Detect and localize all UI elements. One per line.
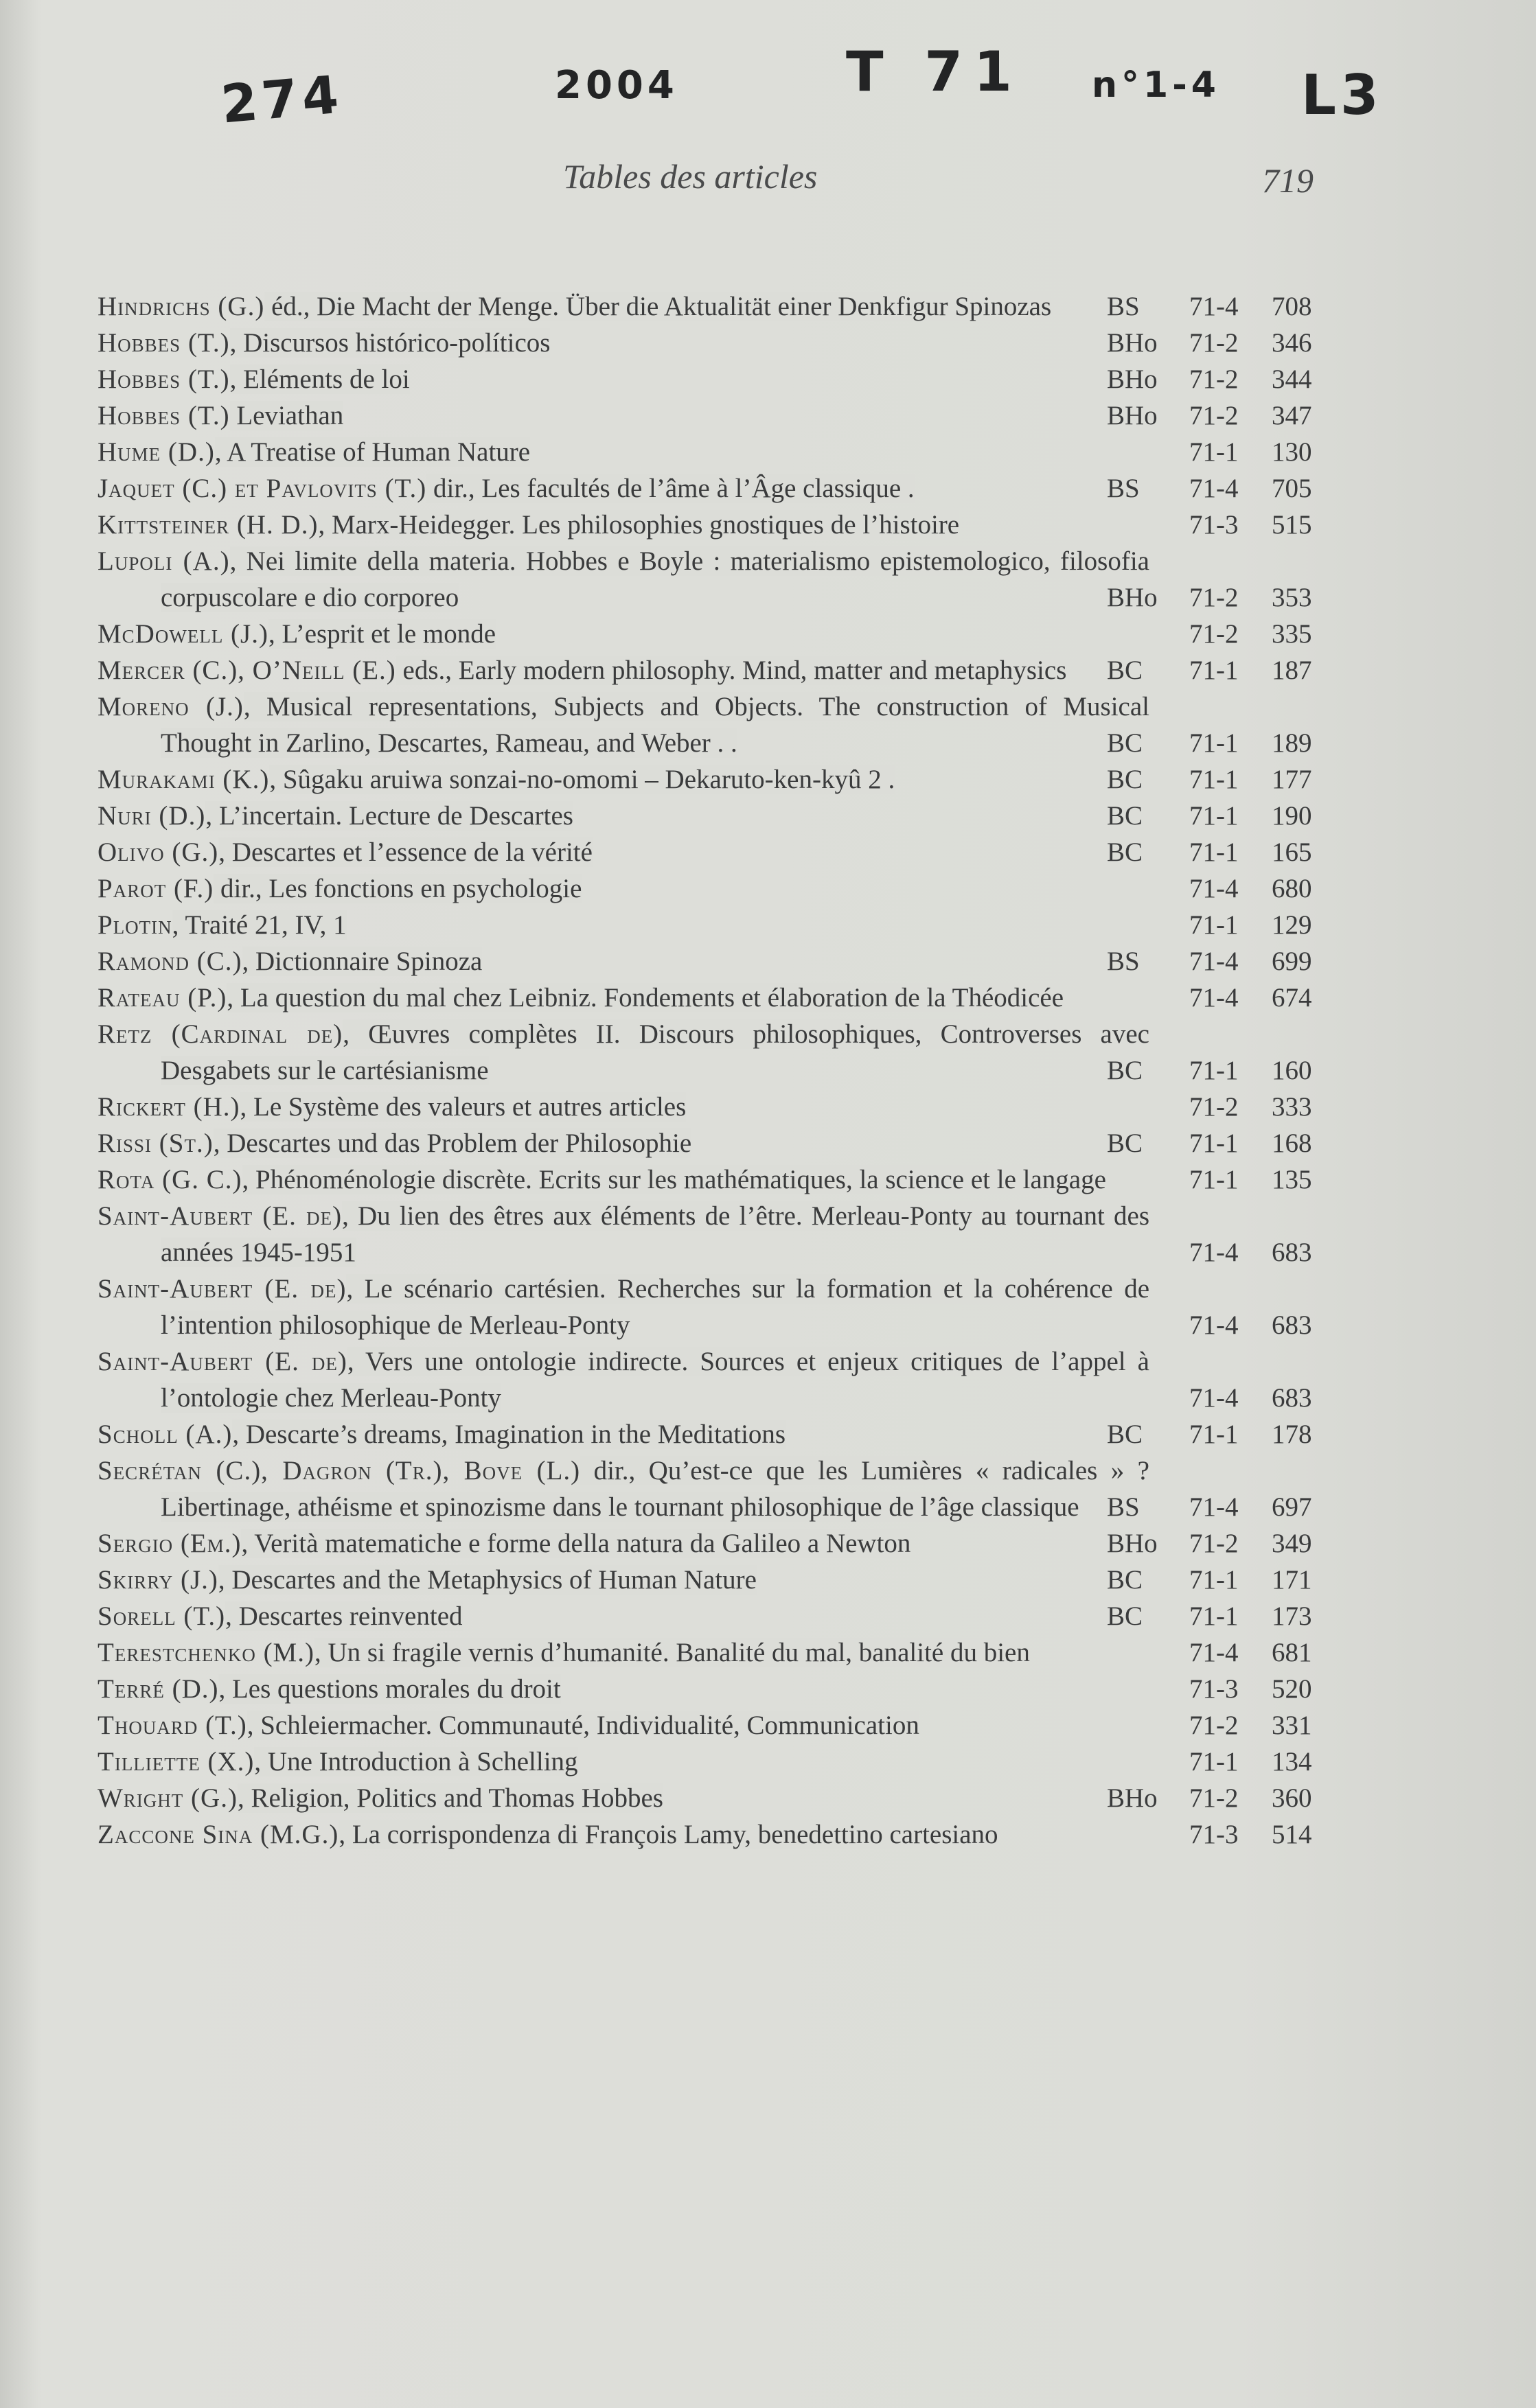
entry-issue: 71-4	[1189, 474, 1239, 503]
entry-citation	[98, 980, 1149, 1016]
entry-page: 360	[1272, 1783, 1312, 1813]
entry-issue: 71-4	[1189, 292, 1239, 321]
entry-review-code: BC	[1107, 1056, 1143, 1085]
entry-author: Parot (F.)	[98, 874, 214, 903]
entry-author: Sorell (T.)	[98, 1601, 226, 1631]
entry-page: 177	[1272, 765, 1312, 794]
entry-issue: 71-2	[1189, 328, 1239, 358]
entry-page: 346	[1272, 328, 1312, 358]
entry-citation	[98, 1271, 1149, 1343]
entry-author: Plotin	[98, 910, 172, 940]
entry-page: 347	[1272, 401, 1312, 430]
entry-author: Mercer (C.), O’Neill (E.)	[98, 656, 396, 685]
entry-citation	[98, 470, 1149, 507]
entry-author: Rota (G. C.)	[98, 1165, 242, 1194]
entry-title: , Un si fragile vernis d’humanité. Banalité du mal, banalité du bien	[314, 1638, 1030, 1667]
index-entry	[98, 1125, 1354, 1161]
entry-title: , Vers une ontologie indirecte. Sources et enjeux critiques de l’appel à l’ontologie chez Merleau-Ponty	[161, 1347, 1149, 1413]
entry-issue: 71-2	[1189, 364, 1239, 394]
entry-review-code: BS	[1107, 292, 1140, 321]
entry-title: , La corrispondenza di François Lamy, benedettino cartesiano	[339, 1820, 998, 1849]
entry-page: 134	[1272, 1747, 1312, 1776]
entry-author: Skirry (J.)	[98, 1565, 218, 1595]
entry-page: 129	[1272, 910, 1312, 940]
entry-author: Hume (D.)	[98, 437, 215, 467]
entry-issue: 71-1	[1189, 656, 1239, 685]
index-entry	[98, 870, 1354, 907]
entry-title: , La question du mal chez Leibniz. Fondements et élaboration de la Théodicée	[227, 983, 1064, 1012]
entry-title: , Marx-Heidegger. Les philosophies gnostiques de l’histoire	[318, 510, 960, 540]
entry-citation	[98, 798, 1149, 834]
index-entry	[98, 1634, 1354, 1671]
entry-title: Leviathan	[229, 401, 344, 430]
entry-issue: 71-1	[1189, 1056, 1239, 1085]
entry-title: , Du lien des êtres aux éléments de l’être. Merleau-Ponty au tournant des années 1945-1951	[161, 1201, 1149, 1267]
entry-review-code: BC	[1107, 1420, 1143, 1449]
entry-title: , Descartes et l’essence de la vérité	[218, 837, 593, 867]
entry-review-code: BC	[1107, 656, 1143, 685]
entry-title: , Les questions morales du droit	[218, 1674, 561, 1704]
entry-issue: 71-4	[1189, 874, 1239, 903]
entry-issue: 71-2	[1189, 1711, 1239, 1740]
entry-review-code: BS	[1107, 474, 1140, 503]
entry-review-code: BC	[1107, 765, 1143, 794]
entry-issue: 71-1	[1189, 837, 1239, 867]
entry-author: Wright (G.)	[98, 1783, 238, 1813]
entry-author: Ramond (C.)	[98, 947, 242, 976]
entry-title: , A Treatise of Human Nature	[214, 437, 531, 467]
entry-issue: 71-1	[1189, 1747, 1239, 1776]
entry-title: , Eléments de loi	[229, 364, 410, 394]
index-entry	[98, 652, 1354, 688]
entry-author: Thouard (T.)	[98, 1711, 247, 1740]
index-entry	[98, 361, 1354, 397]
entry-review-code: BHo	[1107, 364, 1158, 394]
entry-title: , Schleiermacher. Communauté, Individualité, Communication	[247, 1711, 919, 1740]
handwritten-year: 2004	[555, 63, 678, 108]
entry-citation	[98, 1089, 1149, 1125]
entry-title: , Musical representations, Subjects and Objects. The construction of Musical Thought in Zarlino, Descartes, Rameau, and Weber . .	[161, 692, 1149, 758]
entry-citation	[98, 1744, 1149, 1780]
entry-author: Saint-Aubert (E. de)	[98, 1347, 347, 1376]
entry-review-code	[1107, 1634, 1169, 1671]
entry-review-code: BC	[1107, 1128, 1143, 1158]
index-entry	[98, 1271, 1354, 1343]
entry-author: McDowell (J.)	[98, 619, 268, 649]
index-entry	[98, 434, 1354, 470]
entry-author: Hobbes (T.)	[98, 364, 230, 394]
entry-page: 168	[1272, 1128, 1312, 1158]
index-entry	[98, 688, 1354, 761]
entry-review-code	[1107, 1380, 1169, 1416]
entry-page: 353	[1272, 583, 1312, 612]
entry-page: 515	[1272, 510, 1312, 540]
entry-author: Nuri (D.)	[98, 801, 206, 831]
entry-issue: 71-2	[1189, 401, 1239, 430]
entry-page: 683	[1272, 1310, 1312, 1340]
entry-page: 705	[1272, 474, 1312, 503]
entry-issue: 71-1	[1189, 437, 1239, 467]
index-entry	[98, 1161, 1354, 1198]
entry-title: , Traité 21, IV, 1	[172, 910, 347, 940]
handwritten-number: 274	[218, 63, 345, 135]
entry-review-code: BHo	[1107, 401, 1158, 430]
entry-page: 681	[1272, 1638, 1312, 1667]
entry-title: dir., Les facultés de l’âme à l’Âge classique .	[426, 474, 915, 503]
entry-citation	[98, 288, 1149, 325]
index-entry	[98, 1744, 1354, 1780]
entry-title: , Descarte’s dreams, Imagination in the Meditations	[232, 1420, 786, 1449]
index-entry	[98, 1598, 1354, 1634]
entry-citation	[98, 1562, 1149, 1598]
entry-title: , L’incertain. Lecture de Descartes	[205, 801, 573, 831]
index-entry	[98, 543, 1354, 616]
entry-page: 173	[1272, 1601, 1312, 1631]
entry-issue: 71-3	[1189, 510, 1239, 540]
entry-issue: 71-1	[1189, 765, 1239, 794]
entry-title: dir., Qu’est-ce que les Lumières « radicales » ? Libertinage, athéisme et spinozisme dans le tournant philosophique de l’âge classique	[161, 1456, 1149, 1522]
entry-citation	[98, 1634, 1149, 1671]
index-entry	[98, 1198, 1354, 1271]
entry-citation	[98, 1452, 1149, 1525]
entry-issue: 71-1	[1189, 1565, 1239, 1595]
entry-author: Kittsteiner (H. D.)	[98, 510, 319, 540]
index-entry	[98, 1816, 1354, 1853]
entry-title: , Œuvres complètes II. Discours philosophiques, Controverses avec Desgabets sur le cartésianisme	[161, 1019, 1149, 1085]
entry-review-code: BHo	[1107, 583, 1158, 612]
entry-citation	[98, 1343, 1149, 1416]
entry-author: Jaquet (C.) et Pavlovits (T.)	[98, 474, 427, 503]
index-entry	[98, 325, 1354, 361]
entry-title: , Le Système des valeurs et autres articles	[240, 1092, 687, 1122]
entry-issue: 71-4	[1189, 947, 1239, 976]
entry-review-code	[1107, 907, 1169, 943]
entry-issue: 71-2	[1189, 583, 1239, 612]
index-entry	[98, 798, 1354, 834]
index-entry	[98, 1416, 1354, 1452]
index-entry	[98, 397, 1354, 434]
entry-review-code	[1107, 1671, 1169, 1707]
entry-page: 135	[1272, 1165, 1312, 1194]
entry-author: Scholl (A.)	[98, 1420, 233, 1449]
handwritten-issue: n°1-4	[1092, 65, 1220, 106]
entry-issue: 71-1	[1189, 1165, 1239, 1194]
entry-citation	[98, 397, 1149, 434]
entry-citation	[98, 1525, 1149, 1562]
entry-title: , Phénoménologie discrète. Ecrits sur les mathématiques, la science et le langage	[242, 1165, 1106, 1194]
index-entry	[98, 1452, 1354, 1525]
entry-citation	[98, 543, 1149, 616]
entry-review-code: BHo	[1107, 1529, 1158, 1558]
entry-review-code: BHo	[1107, 1783, 1158, 1813]
entry-page: 680	[1272, 874, 1312, 903]
entry-page: 333	[1272, 1092, 1312, 1122]
entry-review-code	[1107, 507, 1169, 543]
entry-issue: 71-1	[1189, 1420, 1239, 1449]
index-entry	[98, 907, 1354, 943]
entry-review-code	[1107, 1707, 1169, 1744]
index-entry	[98, 943, 1354, 980]
entry-issue: 71-4	[1189, 1238, 1239, 1267]
index-entry	[98, 1671, 1354, 1707]
entry-author: Rateau (P.)	[98, 983, 227, 1012]
entry-title: , Descartes and the Metaphysics of Human Nature	[218, 1565, 757, 1595]
entry-page: 683	[1272, 1383, 1312, 1413]
entry-page: 189	[1272, 728, 1312, 758]
entry-page: 699	[1272, 947, 1312, 976]
entry-issue: 71-2	[1189, 619, 1239, 649]
entry-title: , Verità matematiche e forme della natura da Galileo a Newton	[241, 1529, 911, 1558]
entry-page: 683	[1272, 1238, 1312, 1267]
entry-citation	[98, 870, 1149, 907]
entry-issue: 71-4	[1189, 1310, 1239, 1340]
entry-page: 171	[1272, 1565, 1312, 1595]
index-entry	[98, 1016, 1354, 1089]
entry-citation	[98, 1416, 1149, 1452]
entry-review-code	[1107, 1816, 1169, 1853]
index-entry	[98, 761, 1354, 798]
entry-author: Zaccone Sina (M.G.)	[98, 1820, 339, 1849]
entry-review-code	[1107, 1744, 1169, 1780]
index-entry	[98, 470, 1354, 507]
entry-review-code: BC	[1107, 837, 1143, 867]
entry-citation	[98, 507, 1149, 543]
entry-issue: 71-1	[1189, 728, 1239, 758]
entry-page: 708	[1272, 292, 1312, 321]
handwritten-shelf: L3	[1301, 63, 1383, 127]
entry-issue: 71-1	[1189, 910, 1239, 940]
index-entry	[98, 1780, 1354, 1816]
entry-citation	[98, 616, 1149, 652]
entry-title: , Descartes und das Problem der Philosophie	[213, 1128, 692, 1158]
entry-author: Terré (D.)	[98, 1674, 219, 1704]
index-entry	[98, 980, 1354, 1016]
entry-page: 514	[1272, 1820, 1312, 1849]
entry-issue: 71-1	[1189, 801, 1239, 831]
entry-page: 130	[1272, 437, 1312, 467]
entry-page: 335	[1272, 619, 1312, 649]
entry-page: 160	[1272, 1056, 1312, 1085]
entry-issue: 71-4	[1189, 1383, 1239, 1413]
entry-review-code	[1107, 434, 1169, 470]
index-entry	[98, 288, 1354, 325]
page-number: 719	[1262, 161, 1314, 200]
index-entry	[98, 1343, 1354, 1416]
entry-author: Saint-Aubert (E. de)	[98, 1274, 347, 1304]
index-entry	[98, 834, 1354, 870]
entry-issue: 71-1	[1189, 1128, 1239, 1158]
entry-page: 190	[1272, 801, 1312, 831]
entry-author: Hobbes (T.)	[98, 401, 230, 430]
entry-title: , Le scénario cartésien. Recherches sur la formation et la cohérence de l’intention philosophique de Merleau-Ponty	[161, 1274, 1150, 1340]
entry-issue: 71-4	[1189, 1638, 1239, 1667]
entry-issue: 71-1	[1189, 1601, 1239, 1631]
entry-page: 187	[1272, 656, 1312, 685]
entry-author: Secrétan (C.), Dagron (Tr.), Bove (L.)	[98, 1456, 581, 1485]
entry-title: , Religion, Politics and Thomas Hobbes	[237, 1783, 663, 1813]
entry-title: éd., Die Macht der Menge. Über die Aktualität einer Denkfigur Spinozas	[264, 292, 1052, 321]
entry-citation	[98, 1016, 1149, 1089]
entry-author: Saint-Aubert (E. de)	[98, 1201, 343, 1231]
entry-title: dir., Les fonctions en psychologie	[214, 874, 582, 903]
entry-citation	[98, 1598, 1149, 1634]
entry-citation	[98, 761, 1149, 798]
entry-title: eds., Early modern philosophy. Mind, matter and metaphysics	[396, 656, 1067, 685]
entry-author: Rissi (St.)	[98, 1128, 214, 1158]
entry-issue: 71-4	[1189, 983, 1239, 1012]
entry-review-code: BHo	[1107, 328, 1158, 358]
entry-title: , Descartes reinvented	[225, 1601, 463, 1631]
entry-review-code	[1107, 1307, 1169, 1343]
entry-title: , Nei limite della materia. Hobbes e Boyle : materialismo epistemologico, filosofia corpuscolare e dio corporeo	[161, 546, 1149, 612]
entry-review-code	[1107, 870, 1169, 907]
index-entry	[98, 1089, 1354, 1125]
entry-citation	[98, 1671, 1149, 1707]
entry-citation	[98, 652, 1149, 688]
entry-author: Retz (Cardinal de)	[98, 1019, 343, 1049]
entry-page: 344	[1272, 364, 1312, 394]
entry-citation	[98, 1161, 1149, 1198]
entry-issue: 71-3	[1189, 1674, 1239, 1704]
entry-author: Terestchenko (M.)	[98, 1638, 314, 1667]
index-entry	[98, 1562, 1354, 1598]
entry-review-code	[1107, 980, 1169, 1016]
entry-issue: 71-2	[1189, 1529, 1239, 1558]
entry-page: 178	[1272, 1420, 1312, 1449]
entry-author: Tilliette (X.)	[98, 1747, 255, 1776]
article-index-list	[98, 288, 1354, 1853]
entry-citation	[98, 361, 1149, 397]
entry-review-code: BC	[1107, 801, 1143, 831]
entry-citation	[98, 688, 1149, 761]
entry-review-code	[1107, 1161, 1169, 1198]
running-title: Tables des articles	[563, 157, 818, 196]
entry-citation	[98, 1707, 1149, 1744]
entry-citation	[98, 1125, 1149, 1161]
entry-issue: 71-2	[1189, 1092, 1239, 1122]
entry-citation	[98, 1198, 1149, 1271]
entry-title: , L’esprit et le monde	[268, 619, 496, 649]
index-entry	[98, 507, 1354, 543]
entry-review-code: BS	[1107, 947, 1140, 976]
entry-author: Murakami (K.)	[98, 765, 270, 794]
entry-page: 697	[1272, 1492, 1312, 1522]
entry-review-code	[1107, 1234, 1169, 1271]
entry-author: Hobbes (T.)	[98, 328, 230, 358]
entry-citation	[98, 834, 1149, 870]
entry-page: 349	[1272, 1529, 1312, 1558]
entry-review-code: BC	[1107, 728, 1143, 758]
index-entry	[98, 1525, 1354, 1562]
index-entry	[98, 616, 1354, 652]
entry-citation	[98, 325, 1149, 361]
entry-page: 331	[1272, 1711, 1312, 1740]
entry-author: Moreno (J.)	[98, 692, 244, 721]
entry-title: , Discursos histórico-políticos	[229, 328, 551, 358]
entry-review-code	[1107, 1089, 1169, 1125]
index-entry	[98, 1707, 1354, 1744]
entry-issue: 71-2	[1189, 1783, 1239, 1813]
entry-page: 165	[1272, 837, 1312, 867]
entry-author: Sergio (Em.)	[98, 1529, 242, 1558]
entry-citation	[98, 1816, 1149, 1853]
entry-review-code	[1107, 616, 1169, 652]
handwritten-code: T 71	[846, 40, 1023, 104]
entry-review-code: BC	[1107, 1601, 1143, 1631]
entry-title: , Sûgaku aruiwa sonzai-no-omomi – Dekaruto-ken-kyû 2 .	[269, 765, 895, 794]
entry-title: , Dictionnaire Spinoza	[242, 947, 483, 976]
entry-review-code: BS	[1107, 1492, 1140, 1522]
entry-author: Hindrichs (G.)	[98, 292, 265, 321]
entry-author: Lupoli (A.)	[98, 546, 230, 576]
entry-page: 520	[1272, 1674, 1312, 1704]
entry-author: Rickert (H.)	[98, 1092, 240, 1122]
entry-issue: 71-3	[1189, 1820, 1239, 1849]
entry-citation	[98, 434, 1149, 470]
entry-citation	[98, 1780, 1149, 1816]
entry-author: Olivo (G.)	[98, 837, 219, 867]
entry-citation	[98, 907, 1149, 943]
entry-page: 674	[1272, 983, 1312, 1012]
entry-issue: 71-4	[1189, 1492, 1239, 1522]
entry-citation	[98, 943, 1149, 980]
entry-review-code: BC	[1107, 1565, 1143, 1595]
entry-title: , Une Introduction à Schelling	[254, 1747, 578, 1776]
